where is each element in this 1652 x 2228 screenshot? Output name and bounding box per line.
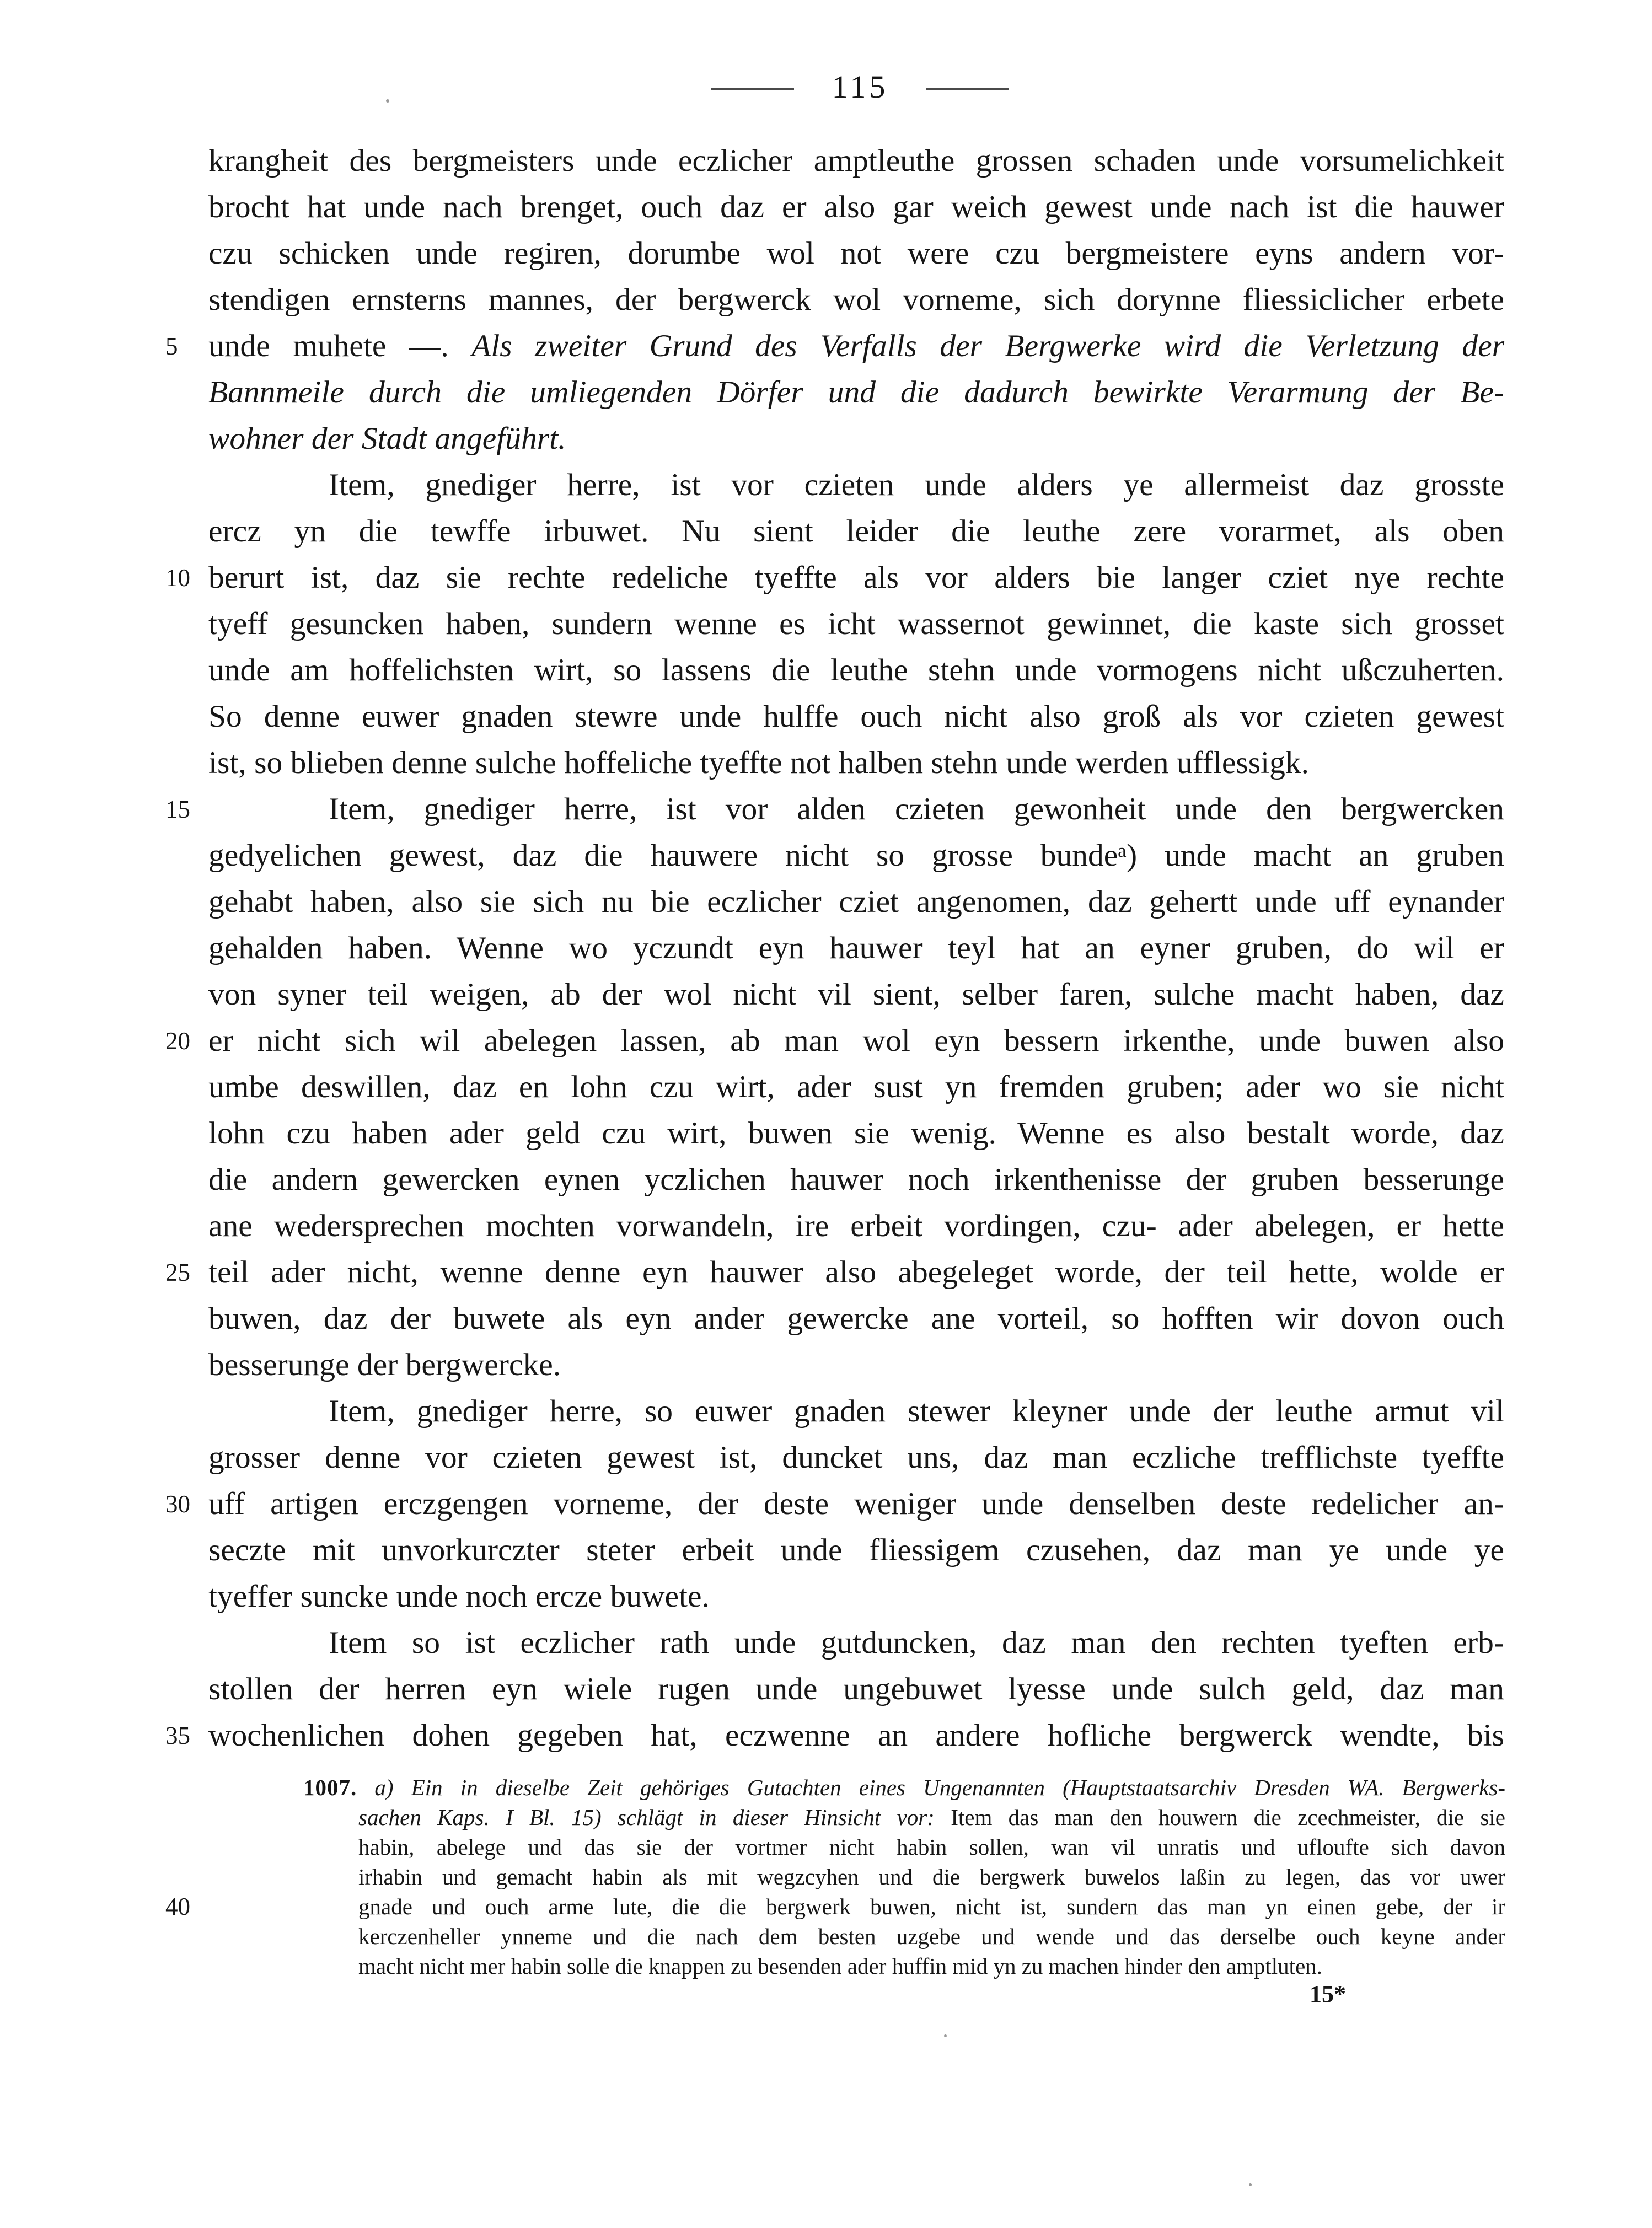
- header-rule-right: [926, 88, 1009, 90]
- footnote-line: [358, 1892, 1505, 1921]
- text-line: [208, 740, 1504, 786]
- text-span: die andern gewercken eynen yczlichen hauwer noch irkenthenisse der gruben besserunge: [208, 1162, 1504, 1197]
- text-line: [208, 1296, 1504, 1342]
- line-number: 15: [165, 796, 190, 823]
- italic-span: sachen Kaps. I Bl. 15) schlägt in dieser Hinsicht vor:: [358, 1805, 951, 1830]
- text-span: tyeffer suncke unde noch ercze buwete.: [208, 1579, 710, 1614]
- footnote-line: [358, 1951, 1505, 1981]
- text-line: [208, 323, 1504, 369]
- footnote-line: [358, 1862, 1505, 1892]
- text-span: besserunge der bergwercke.: [208, 1347, 561, 1382]
- footnote-line: [358, 1832, 1505, 1862]
- line-number: 10: [165, 564, 190, 592]
- text-line: [208, 1435, 1504, 1481]
- text-span: ist, so blieben denne sulche hoffeliche tyeffte not halben stehn unde werden ufflessigk.: [208, 745, 1309, 780]
- text-span: Item das man den houwern die zcechmeister, die sie: [951, 1805, 1505, 1830]
- text-span: buwen, daz der buwete als eyn ander gewercke ane vorteil, so hofften wir dovon ouch: [208, 1301, 1504, 1336]
- text-span: gehabt haben, also sie sich nu bie eczlicher cziet angenomen, daz gehertt unde uff eynander: [208, 884, 1504, 919]
- header-rule-left: [711, 88, 794, 90]
- italic-span: wohner der Stadt angeführt.: [208, 421, 566, 456]
- line-number: 5: [165, 332, 178, 360]
- text-span: Item, gnediger herre, so euwer gnaden stewer kleyner unde der leuthe armut vil: [329, 1394, 1504, 1429]
- text-span: czu schicken unde regiren, dorumbe wol not were czu bergmeistere eyns andern vor-: [208, 236, 1504, 271]
- text-line: [208, 601, 1504, 647]
- text-line: [208, 1388, 1504, 1435]
- text-span: lohn czu haben ader geld czu wirt, buwen sie wenig. Wenne es also bestalt worde, daz: [208, 1116, 1504, 1151]
- italic-span: Als zweiter Grund des Verfalls der Bergwerke wird die Verletzung der: [471, 329, 1504, 363]
- text-line: [208, 1342, 1504, 1388]
- text-line: [208, 1712, 1504, 1759]
- text-span: unde muhete —.: [208, 329, 472, 363]
- text-span: stendigen ernsterns mannes, der bergwerck wol vorneme, sich dorynne fliessiclicher erbete: [208, 282, 1504, 317]
- text-line: [208, 833, 1504, 879]
- footnote-line: [358, 1921, 1505, 1951]
- text-span: kerczenheller ynneme und die nach dem besten uzgebe und wende und das derselbe ouch keyne ander: [358, 1924, 1505, 1949]
- text-line: [208, 1018, 1504, 1064]
- italic-span: Ein in dieselbe Zeit gehöriges Gutachten eines Ungenannten (Hauptstaatsarchiv Dresden WA. Bergwerks-: [411, 1775, 1506, 1800]
- footnote-marker: a): [374, 1775, 394, 1800]
- footnote-ref: 1007.: [303, 1775, 357, 1800]
- text-line: [208, 1620, 1504, 1666]
- text-line: [208, 1203, 1504, 1249]
- scan-speck: [1249, 2183, 1252, 2186]
- line-number: 25: [165, 1259, 190, 1286]
- text-span: teil ader nicht, wenne denne eyn hauwer also abegeleget worde, der teil hette, wolde er: [208, 1255, 1504, 1290]
- text-line: [208, 369, 1504, 416]
- text-span: So denne euwer gnaden stewre unde hulffe ouch nicht also groß als vor czieten gewest: [208, 699, 1504, 734]
- text-span: brocht hat unde nach brenget, ouch daz er also gar weich gewest unde nach ist die hauwer: [208, 190, 1504, 224]
- line-number: 35: [165, 1722, 190, 1749]
- text-line: [208, 879, 1504, 925]
- text-span: ane wedersprechen mochten vorwandeln, ire erbeit vordingen, czu- ader abelegen, er hette: [208, 1209, 1504, 1243]
- text-line: [208, 184, 1504, 230]
- text-line: [208, 786, 1504, 833]
- footnote-line: [303, 1773, 1505, 1802]
- text-line: [208, 462, 1504, 508]
- page-header: [0, 65, 1652, 115]
- scan-speck: [386, 99, 389, 103]
- text-span: Item so ist eczlicher rath unde gutduncken, daz man den rechten tyeften erb-: [329, 1625, 1504, 1660]
- text-line: [208, 138, 1504, 184]
- text-line: [208, 1064, 1504, 1110]
- signature-mark: 15*: [1310, 1980, 1346, 2007]
- text-line: [208, 1110, 1504, 1157]
- text-line: [208, 1481, 1504, 1527]
- text-span: von syner teil weigen, ab der wol nicht vil sient, selber faren, sulche macht haben, daz: [208, 977, 1504, 1012]
- text-span: seczte mit unvorkurczter steter erbeit unde fliessigem czusehen, daz man ye unde ye: [208, 1533, 1504, 1567]
- text-line: [208, 508, 1504, 555]
- text-line: [208, 925, 1504, 971]
- line-number: 30: [165, 1490, 190, 1518]
- text-line: [208, 1249, 1504, 1296]
- text-line: [208, 1574, 1504, 1620]
- text-span: tyeff gesuncken haben, sundern wenne es icht wassernot gewinnet, die kaste sich grosset: [208, 606, 1504, 641]
- text-line: [208, 1157, 1504, 1203]
- text-span: wochenlichen dohen gegeben hat, eczwenne an andere hofliche bergwerck wendte, bis: [208, 1718, 1504, 1753]
- text-span: umbe deswillen, daz en lohn czu wirt, ader sust yn fremden gruben; ader wo sie nicht: [208, 1070, 1504, 1104]
- text-span: uff artigen erczgengen vorneme, der deste weniger unde denselben deste redelicher an-: [208, 1486, 1504, 1521]
- footnote-line: [358, 1802, 1505, 1832]
- text-span: unde am hoffelichsten wirt, so lassens die leuthe stehn unde vormogens nicht ußczuherten.: [208, 653, 1504, 688]
- text-span: er nicht sich wil abelegen lassen, ab man wol eyn bessern irkenthe, unde buwen also: [208, 1023, 1504, 1058]
- text-line: [208, 416, 1504, 462]
- line-number: 40: [165, 1893, 190, 1920]
- text-span: gehalden haben. Wenne wo yczundt eyn hauwer teyl hat an eyner gruben, do wil er: [208, 931, 1504, 965]
- text-line: [208, 647, 1504, 694]
- text-span: berurt ist, daz sie rechte redeliche tyeffte als vor alders bie langer cziet nye rechte: [208, 560, 1504, 595]
- text-line: [208, 230, 1504, 277]
- page-number: 115: [832, 69, 889, 105]
- text-span: krangheit des bergmeisters unde eczlicher amptleuthe grossen schaden unde vorsumelichkeit: [208, 143, 1504, 178]
- line-number: 20: [165, 1027, 190, 1055]
- text-span: macht nicht mer habin solle die knappen zu besenden ader huffin mid yn zu machen hinder den amptluten.: [358, 1953, 1323, 1979]
- text-span: Item, gnediger herre, ist vor czieten unde alders ye allermeist daz grosste: [329, 468, 1504, 502]
- text-line: [208, 1666, 1504, 1712]
- italic-span: Bannmeile durch die umliegenden Dörfer und die dadurch bewirkte Verarmung der Be-: [208, 375, 1504, 410]
- text-span: gedyelichen gewest, daz die hauwere nicht so grosse bundeᵃ) unde macht an gruben: [208, 838, 1504, 873]
- text-span: Item, gnediger herre, ist vor alden czieten gewonheit unde den bergwercken: [329, 792, 1504, 826]
- text-span: grosser denne vor czieten gewest ist, duncket uns, daz man eczliche trefflichste tyeffte: [208, 1440, 1504, 1475]
- text-line: [208, 277, 1504, 323]
- text-line: [208, 555, 1504, 601]
- text-line: [208, 971, 1504, 1018]
- text-line: [208, 694, 1504, 740]
- text-span: gnade und ouch arme lute, die die bergwerk buwen, nicht ist, sundern das man yn einen gebe, der ir: [358, 1894, 1505, 1919]
- text-span: irhabin und gemacht habin als mit wegzcyhen und die bergwerk buwelos laßin zu legen, das vor uwer: [358, 1864, 1505, 1889]
- text-span: stollen der herren eyn wiele rugen unde ungebuwet lyesse unde sulch geld, daz man: [208, 1672, 1504, 1706]
- text-span: habin, abelege und das sie der vortmer nicht habin sollen, wan vil unratis und ufloufte sich davon: [358, 1834, 1505, 1860]
- scan-speck: [944, 2034, 947, 2037]
- text-line: [208, 1527, 1504, 1574]
- text-span: ercz yn die tewffe irbuwet. Nu sient leider die leuthe zere vorarmet, als oben: [208, 514, 1504, 549]
